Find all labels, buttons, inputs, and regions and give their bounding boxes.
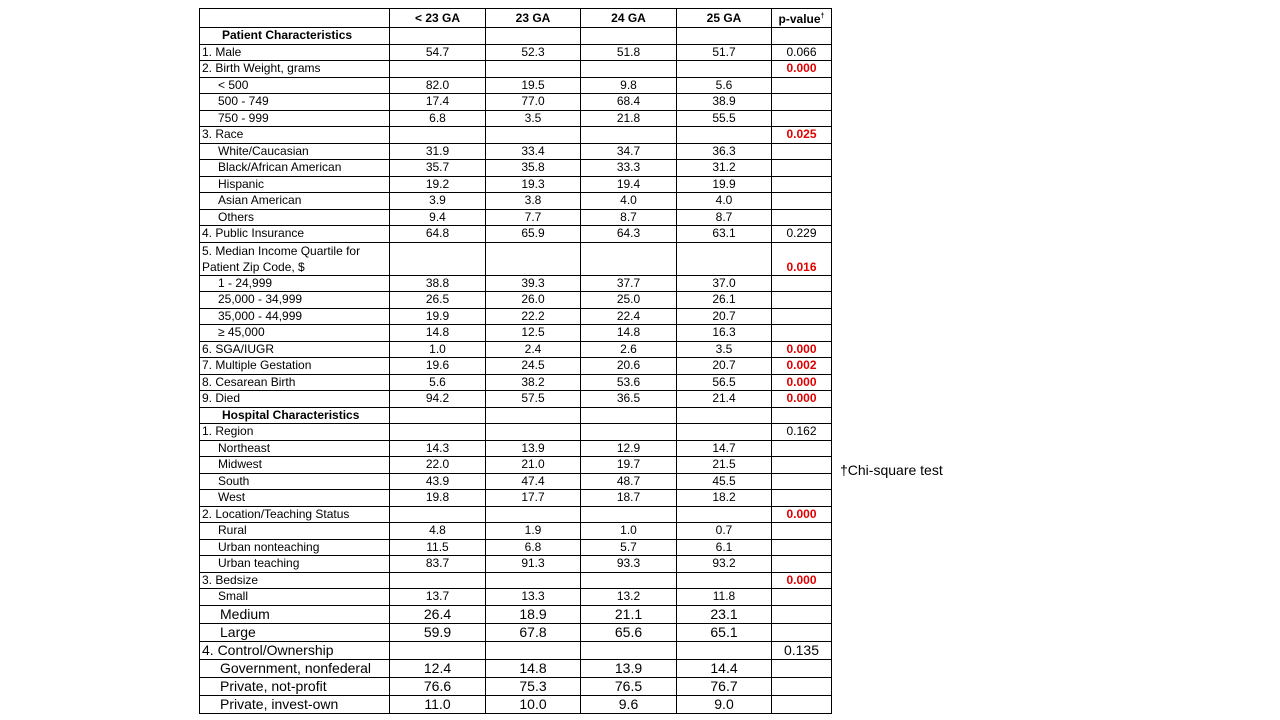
- cell-24-ga: 20.6: [581, 358, 677, 375]
- row-label: Hispanic: [200, 176, 390, 193]
- cell-24-ga: [581, 61, 677, 78]
- cell-25-ga: 20.7: [677, 358, 772, 375]
- cell-23-ga: 77.0: [486, 94, 581, 111]
- cell-lt23-ga: [390, 424, 486, 441]
- cell-23-ga: 21.0: [486, 457, 581, 474]
- cell-25-ga: 65.1: [677, 623, 772, 641]
- cell-lt23-ga: 76.6: [390, 677, 486, 695]
- cell-lt23-ga: 64.8: [390, 226, 486, 243]
- cell-24-ga: [581, 28, 677, 45]
- table-row: [200, 506, 832, 523]
- cell-24-ga: 36.5: [581, 391, 677, 408]
- cell-p-value: [772, 176, 832, 193]
- cell-23-ga: 14.8: [486, 659, 581, 677]
- cell-24-ga: 19.4: [581, 176, 677, 193]
- row-label: Small: [200, 589, 390, 606]
- table-row: [200, 457, 832, 474]
- cell-24-ga: 76.5: [581, 677, 677, 695]
- table-row: [200, 589, 832, 606]
- cell-p-value: [772, 292, 832, 309]
- cell-p-value: [772, 659, 832, 677]
- table-row: [200, 440, 832, 457]
- row-label: Midwest: [200, 457, 390, 474]
- cell-24-ga: [581, 506, 677, 523]
- cell-p-value: [772, 407, 832, 424]
- cell-24-ga: [581, 641, 677, 659]
- cell-23-ga: [486, 641, 581, 659]
- cell-lt23-ga: 17.4: [390, 94, 486, 111]
- table-row: [200, 391, 832, 408]
- row-label: < 500: [200, 77, 390, 94]
- table-row: [200, 127, 832, 144]
- cell-23-ga: 1.9: [486, 523, 581, 540]
- table-row: [200, 28, 832, 45]
- cell-23-ga: [486, 127, 581, 144]
- cell-lt23-ga: 83.7: [390, 556, 486, 573]
- header-lt23-ga: < 23 GA: [390, 9, 486, 28]
- cell-24-ga: 13.9: [581, 659, 677, 677]
- row-label: Government, nonfederal: [200, 659, 390, 677]
- cell-p-value: [772, 440, 832, 457]
- table-row: [200, 473, 832, 490]
- table-row: [200, 374, 832, 391]
- cell-lt23-ga: 6.8: [390, 110, 486, 127]
- cell-p-value: 0.000: [772, 341, 832, 358]
- cell-lt23-ga: [390, 407, 486, 424]
- cell-p-value: [772, 275, 832, 292]
- cell-p-value: [772, 539, 832, 556]
- table-row: [200, 641, 832, 659]
- cell-p-value: [772, 77, 832, 94]
- cell-23-ga: 3.5: [486, 110, 581, 127]
- cell-24-ga: 14.8: [581, 325, 677, 342]
- table-row: [200, 539, 832, 556]
- header-24-ga: 24 GA: [581, 9, 677, 28]
- cell-23-ga: 24.5: [486, 358, 581, 375]
- cell-p-value: 0.229: [772, 226, 832, 243]
- table-row: [200, 193, 832, 210]
- cell-lt23-ga: 22.0: [390, 457, 486, 474]
- cell-lt23-ga: 5.6: [390, 374, 486, 391]
- row-label: Medium: [200, 605, 390, 623]
- dagger-mark: †: [820, 13, 825, 20]
- cell-p-value: [772, 523, 832, 540]
- cell-25-ga: 76.7: [677, 677, 772, 695]
- cell-23-ga: [486, 242, 581, 275]
- cell-23-ga: 6.8: [486, 539, 581, 556]
- cell-25-ga: [677, 28, 772, 45]
- cell-p-value: 0.135: [772, 641, 832, 659]
- cell-25-ga: [677, 407, 772, 424]
- row-label: Asian American: [200, 193, 390, 210]
- cell-24-ga: [581, 572, 677, 589]
- cell-24-ga: 5.7: [581, 539, 677, 556]
- row-label: 9. Died: [200, 391, 390, 408]
- cell-lt23-ga: 11.5: [390, 539, 486, 556]
- cell-lt23-ga: [390, 28, 486, 45]
- cell-lt23-ga: [390, 572, 486, 589]
- cell-25-ga: 23.1: [677, 605, 772, 623]
- cell-25-ga: 16.3: [677, 325, 772, 342]
- row-label: 1. Region: [200, 424, 390, 441]
- table-row: [200, 490, 832, 507]
- table-row: [200, 292, 832, 309]
- cell-lt23-ga: [390, 506, 486, 523]
- cell-24-ga: 4.0: [581, 193, 677, 210]
- cell-25-ga: 8.7: [677, 209, 772, 226]
- cell-25-ga: [677, 242, 772, 275]
- cell-24-ga: [581, 242, 677, 275]
- cell-24-ga: 18.7: [581, 490, 677, 507]
- cell-p-value: [772, 677, 832, 695]
- header-label-col: [200, 9, 390, 28]
- cell-24-ga: [581, 127, 677, 144]
- cell-25-ga: [677, 424, 772, 441]
- table-row: [200, 341, 832, 358]
- cell-lt23-ga: 1.0: [390, 341, 486, 358]
- section-heading: Patient Characteristics: [200, 28, 390, 45]
- cell-p-value: [772, 623, 832, 641]
- cell-25-ga: 45.5: [677, 473, 772, 490]
- cell-24-ga: 19.7: [581, 457, 677, 474]
- cell-25-ga: 38.9: [677, 94, 772, 111]
- cell-25-ga: 5.6: [677, 77, 772, 94]
- table-row: [200, 325, 832, 342]
- cell-23-ga: 47.4: [486, 473, 581, 490]
- cell-25-ga: [677, 572, 772, 589]
- cell-23-ga: 19.3: [486, 176, 581, 193]
- row-label: White/Caucasian: [200, 143, 390, 160]
- table-row: [200, 275, 832, 292]
- cell-p-value: 0.000: [772, 391, 832, 408]
- cell-24-ga: 48.7: [581, 473, 677, 490]
- cell-lt23-ga: 19.2: [390, 176, 486, 193]
- table-row: [200, 659, 832, 677]
- cell-25-ga: [677, 506, 772, 523]
- row-label: 500 - 749: [200, 94, 390, 111]
- table-row: [200, 407, 832, 424]
- cell-24-ga: 33.3: [581, 160, 677, 177]
- cell-23-ga: [486, 61, 581, 78]
- cell-25-ga: 93.2: [677, 556, 772, 573]
- cell-p-value: [772, 110, 832, 127]
- cell-23-ga: 2.4: [486, 341, 581, 358]
- cell-23-ga: 35.8: [486, 160, 581, 177]
- cell-23-ga: 52.3: [486, 44, 581, 61]
- cell-24-ga: 65.6: [581, 623, 677, 641]
- cell-23-ga: [486, 28, 581, 45]
- header-25-ga: 25 GA: [677, 9, 772, 28]
- cell-25-ga: 6.1: [677, 539, 772, 556]
- cell-p-value: [772, 556, 832, 573]
- cell-24-ga: 37.7: [581, 275, 677, 292]
- cell-23-ga: 10.0: [486, 695, 581, 713]
- table-row: [200, 242, 832, 275]
- cell-25-ga: 21.4: [677, 391, 772, 408]
- cell-23-ga: 75.3: [486, 677, 581, 695]
- cell-25-ga: 3.5: [677, 341, 772, 358]
- cell-23-ga: 18.9: [486, 605, 581, 623]
- cell-24-ga: 93.3: [581, 556, 677, 573]
- table-row: [200, 572, 832, 589]
- cell-lt23-ga: 35.7: [390, 160, 486, 177]
- cell-23-ga: [486, 572, 581, 589]
- cell-25-ga: [677, 641, 772, 659]
- cell-lt23-ga: 9.4: [390, 209, 486, 226]
- cell-25-ga: 31.2: [677, 160, 772, 177]
- cell-24-ga: 21.1: [581, 605, 677, 623]
- cell-23-ga: 3.8: [486, 193, 581, 210]
- cell-lt23-ga: 59.9: [390, 623, 486, 641]
- cell-23-ga: 12.5: [486, 325, 581, 342]
- cell-p-value: [772, 193, 832, 210]
- cell-23-ga: 91.3: [486, 556, 581, 573]
- cell-p-value: [772, 325, 832, 342]
- cell-lt23-ga: 26.5: [390, 292, 486, 309]
- cell-24-ga: 2.6: [581, 341, 677, 358]
- table-row: [200, 226, 832, 243]
- table-row: [200, 110, 832, 127]
- cell-p-value: [772, 490, 832, 507]
- row-label: 35,000 - 44,999: [200, 308, 390, 325]
- cell-24-ga: 9.8: [581, 77, 677, 94]
- cell-25-ga: 36.3: [677, 143, 772, 160]
- row-label: Urban nonteaching: [200, 539, 390, 556]
- cell-25-ga: 19.9: [677, 176, 772, 193]
- table-row: [200, 677, 832, 695]
- cell-p-value: [772, 209, 832, 226]
- table-row: [200, 94, 832, 111]
- cell-lt23-ga: [390, 242, 486, 275]
- cell-25-ga: 4.0: [677, 193, 772, 210]
- table-body: [200, 28, 832, 714]
- table-row: [200, 308, 832, 325]
- cell-lt23-ga: [390, 127, 486, 144]
- cell-24-ga: 1.0: [581, 523, 677, 540]
- cell-lt23-ga: 19.6: [390, 358, 486, 375]
- table-row: [200, 605, 832, 623]
- table-row: [200, 44, 832, 61]
- row-label: 1. Male: [200, 44, 390, 61]
- cell-24-ga: [581, 424, 677, 441]
- cell-24-ga: 13.2: [581, 589, 677, 606]
- cell-24-ga: 12.9: [581, 440, 677, 457]
- table-row: [200, 209, 832, 226]
- table-row: [200, 556, 832, 573]
- cell-p-value: [772, 94, 832, 111]
- row-label: South: [200, 473, 390, 490]
- section-heading: Hospital Characteristics: [200, 407, 390, 424]
- table-row: [200, 358, 832, 375]
- cell-23-ga: [486, 424, 581, 441]
- table-row: [200, 695, 832, 713]
- row-label: 5. Median Income Quartile for Patient Zip Code, $: [200, 242, 390, 275]
- cell-p-value: 0.066: [772, 44, 832, 61]
- cell-25-ga: 9.0: [677, 695, 772, 713]
- table-row: [200, 523, 832, 540]
- cell-p-value: 0.025: [772, 127, 832, 144]
- cell-25-ga: 14.4: [677, 659, 772, 677]
- cell-25-ga: 51.7: [677, 44, 772, 61]
- cell-25-ga: 26.1: [677, 292, 772, 309]
- cell-p-value: 0.000: [772, 506, 832, 523]
- row-label: 4. Public Insurance: [200, 226, 390, 243]
- cell-lt23-ga: 19.8: [390, 490, 486, 507]
- row-label: 750 - 999: [200, 110, 390, 127]
- cell-p-value: [772, 695, 832, 713]
- row-label: Urban teaching: [200, 556, 390, 573]
- row-label: 8. Cesarean Birth: [200, 374, 390, 391]
- table-row: [200, 77, 832, 94]
- cell-lt23-ga: 31.9: [390, 143, 486, 160]
- row-label: 3. Bedsize: [200, 572, 390, 589]
- row-label: Northeast: [200, 440, 390, 457]
- cell-24-ga: 34.7: [581, 143, 677, 160]
- cell-p-value: [772, 457, 832, 474]
- cell-lt23-ga: 13.7: [390, 589, 486, 606]
- cell-lt23-ga: 11.0: [390, 695, 486, 713]
- cell-24-ga: 53.6: [581, 374, 677, 391]
- cell-23-ga: [486, 407, 581, 424]
- cell-24-ga: 22.4: [581, 308, 677, 325]
- cell-p-value: 0.000: [772, 374, 832, 391]
- cell-lt23-ga: 94.2: [390, 391, 486, 408]
- cell-p-value: [772, 473, 832, 490]
- cell-25-ga: 56.5: [677, 374, 772, 391]
- row-label: West: [200, 490, 390, 507]
- cell-p-value: 0.000: [772, 572, 832, 589]
- row-label: Others: [200, 209, 390, 226]
- cell-lt23-ga: 3.9: [390, 193, 486, 210]
- row-label: 2. Birth Weight, grams: [200, 61, 390, 78]
- cell-25-ga: 18.2: [677, 490, 772, 507]
- table-row: [200, 160, 832, 177]
- cell-lt23-ga: 38.8: [390, 275, 486, 292]
- row-label: ≥ 45,000: [200, 325, 390, 342]
- row-label: Private, not-profit: [200, 677, 390, 695]
- cell-24-ga: 51.8: [581, 44, 677, 61]
- cell-25-ga: 11.8: [677, 589, 772, 606]
- header-row: [200, 9, 832, 28]
- cell-lt23-ga: 4.8: [390, 523, 486, 540]
- cell-p-value: [772, 308, 832, 325]
- cell-25-ga: [677, 61, 772, 78]
- cell-24-ga: 8.7: [581, 209, 677, 226]
- row-label: 1 - 24,999: [200, 275, 390, 292]
- cell-lt23-ga: 54.7: [390, 44, 486, 61]
- table-row: [200, 424, 832, 441]
- cell-25-ga: [677, 127, 772, 144]
- cell-24-ga: 68.4: [581, 94, 677, 111]
- cell-23-ga: 26.0: [486, 292, 581, 309]
- row-label: 7. Multiple Gestation: [200, 358, 390, 375]
- cell-23-ga: 13.3: [486, 589, 581, 606]
- table-row: [200, 176, 832, 193]
- footnote: †Chi-square test: [840, 462, 943, 478]
- cell-23-ga: 65.9: [486, 226, 581, 243]
- cell-p-value: 0.000: [772, 61, 832, 78]
- table-row: [200, 623, 832, 641]
- cell-p-value: [772, 28, 832, 45]
- cell-25-ga: 0.7: [677, 523, 772, 540]
- cell-p-value: [772, 143, 832, 160]
- row-label: Private, invest-own: [200, 695, 390, 713]
- cell-25-ga: 21.5: [677, 457, 772, 474]
- row-label: Black/African American: [200, 160, 390, 177]
- cell-lt23-ga: 19.9: [390, 308, 486, 325]
- cell-23-ga: 39.3: [486, 275, 581, 292]
- cell-23-ga: 13.9: [486, 440, 581, 457]
- table-row: [200, 143, 832, 160]
- cell-p-value: [772, 605, 832, 623]
- cell-23-ga: 17.7: [486, 490, 581, 507]
- cell-p-value: [772, 589, 832, 606]
- header-p-value: p-value†: [772, 9, 832, 28]
- cell-23-ga: 22.2: [486, 308, 581, 325]
- cell-23-ga: 33.4: [486, 143, 581, 160]
- cell-25-ga: 63.1: [677, 226, 772, 243]
- header-23-ga: 23 GA: [486, 9, 581, 28]
- cell-24-ga: 25.0: [581, 292, 677, 309]
- cell-p-value: [772, 160, 832, 177]
- cell-25-ga: 14.7: [677, 440, 772, 457]
- cell-lt23-ga: 12.4: [390, 659, 486, 677]
- cell-25-ga: 55.5: [677, 110, 772, 127]
- cell-p-value: 0.002: [772, 358, 832, 375]
- cell-lt23-ga: [390, 641, 486, 659]
- table-row: [200, 61, 832, 78]
- cell-23-ga: 19.5: [486, 77, 581, 94]
- cell-lt23-ga: 14.3: [390, 440, 486, 457]
- row-label: 6. SGA/IUGR: [200, 341, 390, 358]
- cell-lt23-ga: 82.0: [390, 77, 486, 94]
- cell-24-ga: 21.8: [581, 110, 677, 127]
- cell-p-value: 0.162: [772, 424, 832, 441]
- cell-23-ga: 67.8: [486, 623, 581, 641]
- cell-lt23-ga: 14.8: [390, 325, 486, 342]
- cell-25-ga: 37.0: [677, 275, 772, 292]
- cell-24-ga: [581, 407, 677, 424]
- characteristics-table: [199, 8, 832, 714]
- cell-23-ga: [486, 506, 581, 523]
- row-label: 4. Control/Ownership: [200, 641, 390, 659]
- cell-25-ga: 20.7: [677, 308, 772, 325]
- row-label: Rural: [200, 523, 390, 540]
- cell-lt23-ga: 26.4: [390, 605, 486, 623]
- cell-23-ga: 7.7: [486, 209, 581, 226]
- row-label: Large: [200, 623, 390, 641]
- cell-23-ga: 38.2: [486, 374, 581, 391]
- cell-p-value: 0.016: [772, 242, 832, 275]
- cell-24-ga: 64.3: [581, 226, 677, 243]
- cell-24-ga: 9.6: [581, 695, 677, 713]
- row-label: 2. Location/Teaching Status: [200, 506, 390, 523]
- row-label: 3. Race: [200, 127, 390, 144]
- row-label: 25,000 - 34,999: [200, 292, 390, 309]
- cell-lt23-ga: [390, 61, 486, 78]
- cell-lt23-ga: 43.9: [390, 473, 486, 490]
- cell-23-ga: 57.5: [486, 391, 581, 408]
